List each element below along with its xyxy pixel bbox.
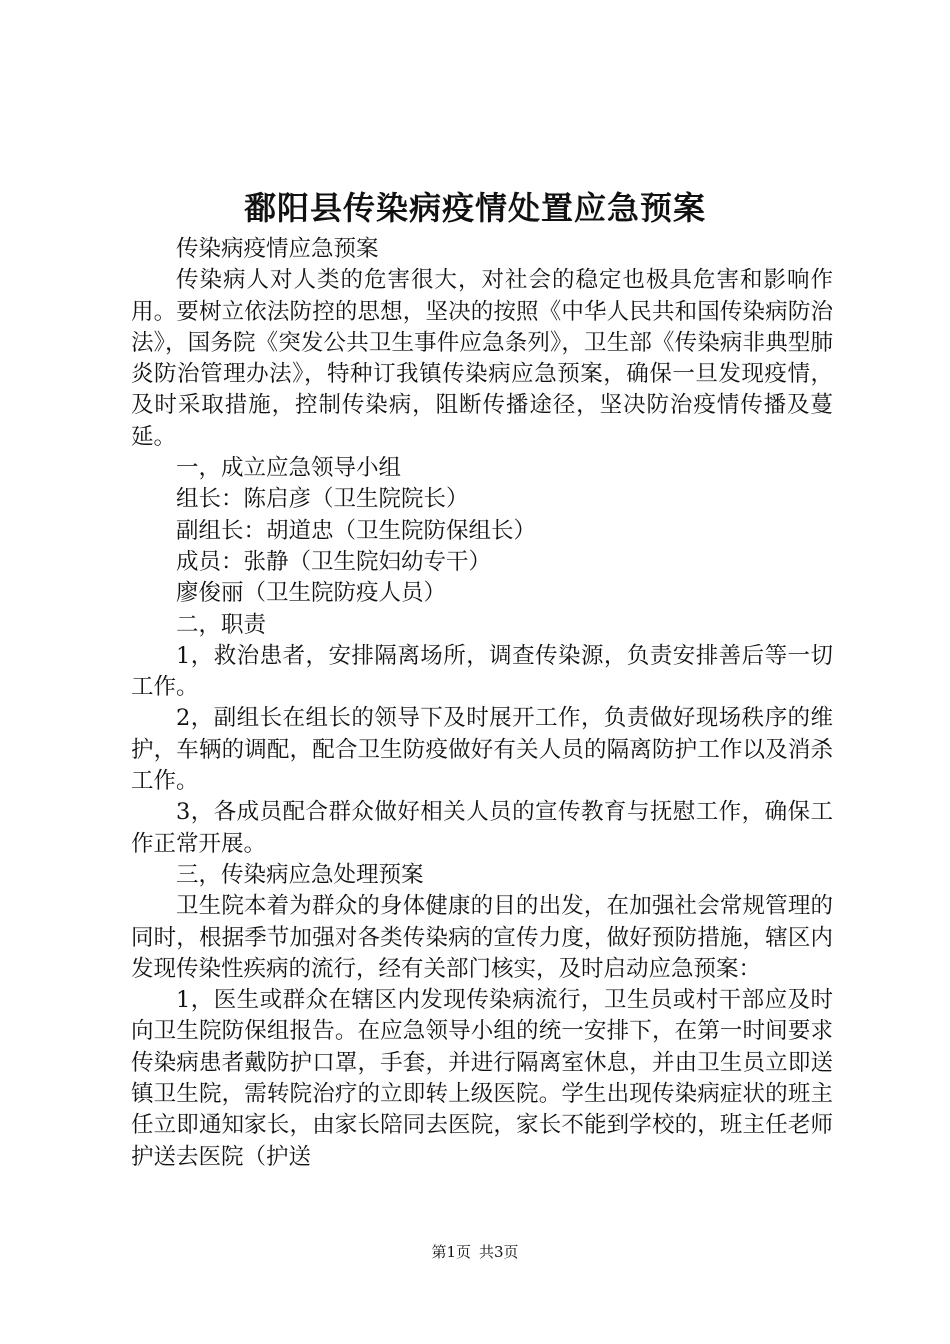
paragraph-plan-1: 1，医生或群众在辖区内发现传染病流行，卫生员或村干部应及时向卫生院防保组报告。在应急领导小组的统一安排下，在第一时间要求传染病患者戴防护口罩，手套，并进行隔离室休息，并由卫生员立即送镇卫生院，需转院治疗的立即转上级医院。学生出现传染病症状的班主任立即通知家长，由家长陪同去医院，家长不能到学校的，班主任老师护送去医院（护送 — [131, 987, 833, 1170]
page-total: 共3页 — [479, 1243, 519, 1261]
paragraph-member-1: 成员：张静（卫生院妇幼专干） — [176, 548, 492, 575]
document-body — [131, 234, 833, 1173]
paragraph-duty-3: 3，各成员配合群众做好相关人员的宣传教育与抚慰工作，确保工作正常开展。 — [131, 799, 833, 857]
section-heading-2: 二，职责 — [176, 611, 267, 638]
paragraph-duty-1: 1，救治患者，安排隔离场所，调查传染源，负责安排善后等一切工作。 — [131, 642, 833, 701]
paragraph-subtitle: 传染病疫情应急预案 — [176, 236, 379, 262]
paragraph-intro: 传染病人对人类的危害很大，对社会的稳定也极具危害和影响作用。要树立依法防控的思想，坚决的按照《中华人民共和国传染病防治法》，国务院《突发公共卫生事件应急条列》，卫生部《传染病非典型肺炎防治管理办法》，特种订我镇传染病应急预案，确保一旦发现疫情，及时采取措施，控制传染病，阻断传播途径，坚决防治疫情传播及蔓延。 — [131, 267, 833, 450]
paragraph-member-2: 廖俊丽（卫生院防疫人员） — [176, 580, 447, 607]
paragraph-plan-intro: 卫生院本着为群众的身体健康的目的出发，在加强社会常规管理的同时，根据季节加强对各类传染病的宣传力度，做好预防措施，辖区内发现传染性疾病的流行，经有关部门核实，及时启动应急预案： — [131, 893, 833, 982]
paragraph-deputy-leader: 副组长：胡道忠（卫生院防保组长） — [176, 517, 537, 544]
paragraph-leader: 组长：陈启彦（卫生院院长） — [176, 486, 469, 513]
page-footer — [0, 1242, 950, 1262]
section-heading-3: 三，传染病应急处理预案 — [176, 861, 424, 888]
section-heading-1: 一，成立应急领导小组 — [176, 455, 402, 482]
document-title: 鄱阳县传染病疫情处置应急预案 — [243, 189, 706, 227]
paragraph-duty-2: 2，副组长在组长的领导下及时展开工作，负责做好现场秩序的维护，车辆的调配，配合卫生防疫做好有关人员的隔离防护工作以及消杀工作。 — [131, 705, 833, 795]
page-number: 第1页 — [431, 1243, 471, 1261]
